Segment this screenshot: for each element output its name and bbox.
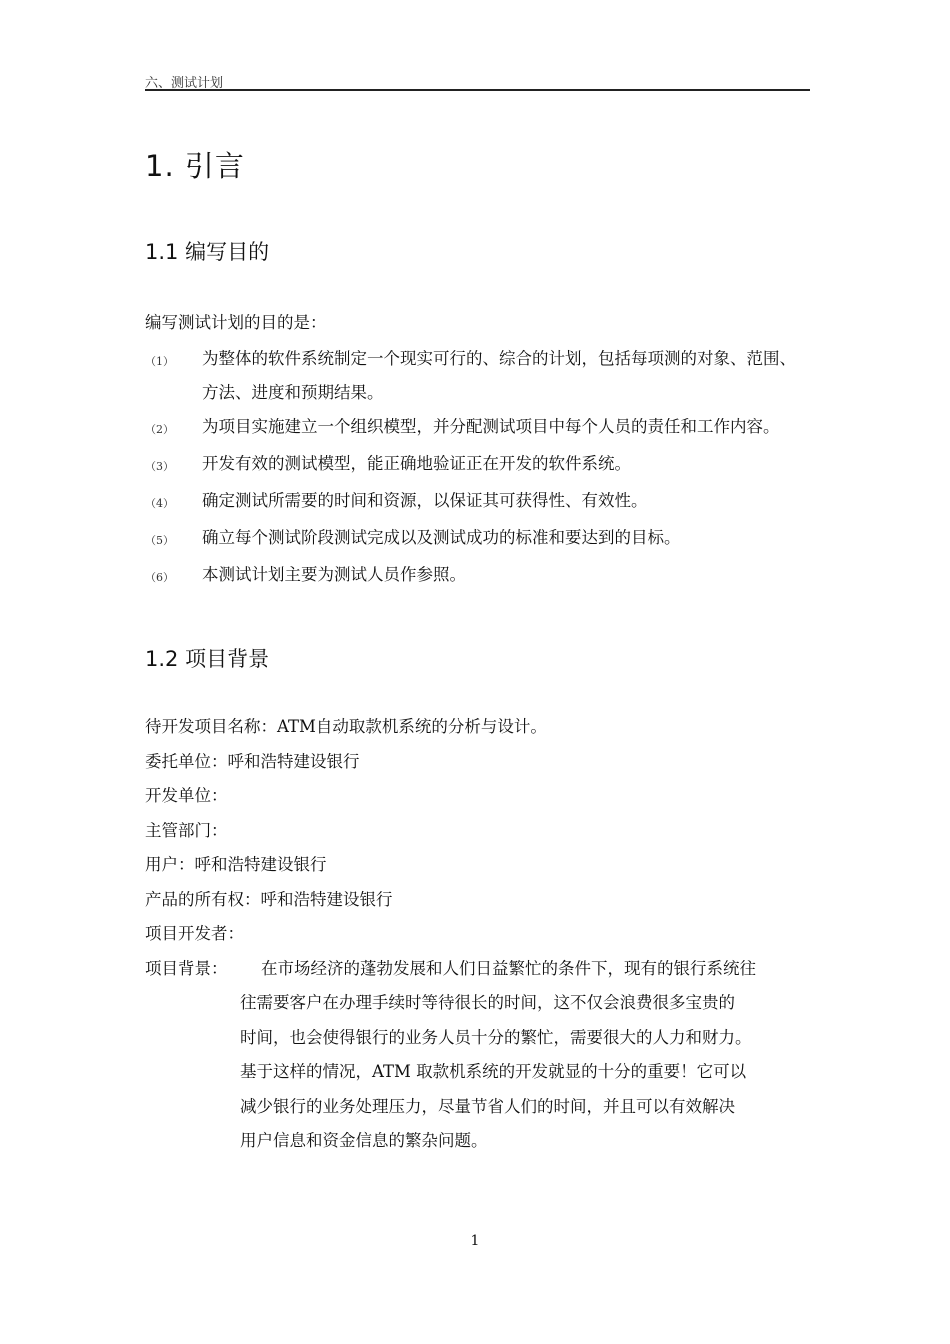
list-item-text: 为项目实施建立一个组织模型，并分配测试项目中每个人员的责任和工作内容。	[202, 417, 780, 436]
section-title: 1. 引言	[145, 149, 245, 183]
page-number: 1	[470, 1233, 480, 1249]
background-row	[145, 952, 810, 1159]
list-item-number: （4）	[145, 497, 174, 510]
background-line: 时间，也会使得银行的业务人员十分的繁忙，需要很大的人力和财力。	[240, 1027, 752, 1047]
purpose-intro: 编写测试计划的目的是：	[145, 313, 327, 332]
project-info	[145, 710, 810, 1159]
developer-unit-row: 开发单位：	[145, 786, 228, 805]
list-item-number: （5）	[145, 534, 174, 547]
project-developer-row: 项目开发者：	[145, 924, 244, 943]
list-item-number: （2）	[145, 423, 174, 436]
subsection-title-purpose: 1.1 编写目的	[145, 240, 270, 264]
list-item	[145, 558, 810, 595]
list-item-number: （1）	[145, 355, 174, 368]
background-text	[145, 952, 810, 1159]
list-item-text: 本测试计划主要为测试人员作参照。	[202, 565, 466, 584]
list-item-text: 确立每个测试阶段测试完成以及测试成功的标准和要达到的目标。	[202, 528, 681, 547]
header-divider	[145, 89, 810, 91]
list-item	[145, 342, 810, 410]
department-row: 主管部门：	[145, 820, 228, 840]
list-item	[145, 521, 810, 558]
purpose-list	[145, 342, 810, 595]
list-item-text: 确定测试所需要的时间和资源，以保证其可获得性、有效性。	[202, 491, 648, 510]
background-line: 用户信息和资金信息的繁杂问题。	[240, 1131, 488, 1150]
client-row: 委托单位：呼和浩特建设银行	[145, 751, 360, 771]
subsection-title-background: 1.2 项目背景	[145, 647, 270, 671]
background-line: 减少银行的业务处理压力，尽量节省人们的时间，并且可以有效解决	[240, 1096, 735, 1116]
page-header: 六、测试计划	[145, 76, 224, 91]
background-line: 在市场经济的蓬勃发展和人们日益繁忙的条件下，现有的银行系统往	[261, 958, 756, 978]
background-label: 项目背景：	[145, 958, 228, 978]
ownership-row: 产品的所有权：呼和浩特建设银行	[145, 889, 393, 909]
project-name-row: 待开发项目名称：ATM自动取款机系统的分析与设计。	[145, 717, 547, 736]
list-item-text: 开发有效的测试模型，能正确地验证正在开发的软件系统。	[202, 454, 631, 473]
list-item-number: （6）	[145, 571, 174, 584]
background-line: 往需要客户在办理手续时等待很长的时间，这不仅会浪费很多宝贵的	[240, 993, 735, 1012]
list-item	[145, 484, 810, 521]
list-item-text: 为整体的软件系统制定一个现实可行的、综合的计划，包括每项测的对象、范围、方法、进度和预期结果。	[202, 349, 796, 402]
list-item	[145, 447, 810, 484]
list-item	[145, 410, 810, 447]
background-line: 基于这样的情况，ATM 取款机系统的开发就显的十分的重要！它可以	[240, 1062, 747, 1081]
list-item-number: （3）	[145, 460, 174, 473]
user-row: 用户：呼和浩特建设银行	[145, 855, 327, 874]
